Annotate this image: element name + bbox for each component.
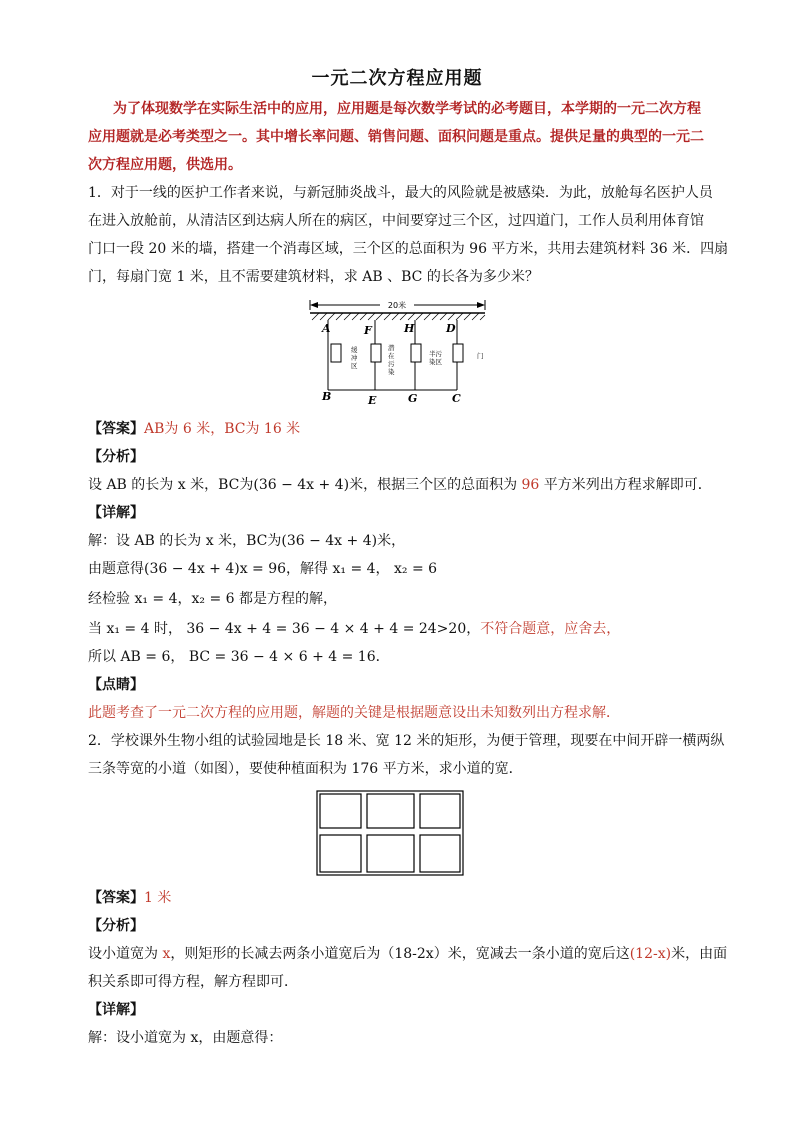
q2-analysis-line-1: 设小道宽为 x，则矩形的长减去两条小道宽后为（18-2x）米，宽减去一条小道的宽后这(12-x)米，由面	[88, 946, 728, 962]
zone-semi-label-2: 染区	[429, 358, 442, 366]
intro-line-1: 为了体现数学在实际生活中的应用，应用题是每次数学考试的必考题目，本学期的一元二次方程	[113, 101, 701, 117]
q1-comment-text: 此题考查了一元二次方程的应用题，解题的关键是根据题意设出未知数列出方程求解．	[88, 705, 620, 721]
zone-contam-label-2: 在	[388, 352, 395, 360]
zone-clean-label-3: 区	[351, 362, 358, 370]
point-a-label: A	[322, 322, 331, 335]
point-h-label: H	[404, 322, 415, 335]
q1-detail-line-2: 由题意得(36 − 4x + 4)x = 96，解得 x₁ = 4， x₂ = 6	[88, 561, 438, 577]
zone-contam-label-1: 潜	[388, 344, 395, 352]
q1-detail-line-3: 经检验 x₁ = 4，x₂ = 6 都是方程的解，	[88, 591, 337, 607]
garden-paths-diagram	[316, 790, 464, 876]
q1-text-line-2: 在进入放舱前，从清洁区到达病人所在的病区，中间要穿过三个区，过四道门，工作人员利用体育馆	[88, 213, 704, 229]
q1-detail-line-5: 所以 AB = 6， BC = 36 − 4 × 6 + 4 = 16．	[88, 649, 390, 665]
zone-contam-label-3: 污	[388, 360, 395, 368]
door-label: 门	[477, 352, 484, 360]
zone-semi-label-1: 半污	[429, 350, 442, 358]
point-c-label: C	[452, 392, 461, 405]
q2-text-line-1: 2．学校课外生物小组的试验园地是长 18 米、宽 12 米的矩形，为便于管理，现要在中间开辟一横两纵	[88, 733, 725, 749]
q1-detail-line-4: 当 x₁ = 4 时， 36 − 4x + 4 = 36 − 4 × 4 + 4 = 24>20，不符合题意，应舍去，	[88, 621, 621, 637]
q1-detail-line-1: 解：设 AB 的长为 x 米，BC为(36 − 4x + 4)米，	[88, 533, 406, 549]
zone-contam-label-4: 染	[388, 368, 395, 376]
disinfection-area-diagram	[300, 296, 500, 408]
point-e-label: E	[368, 394, 377, 407]
zone-clean-label-2: 冲	[351, 354, 358, 362]
q1-text-line-4: 门，每扇门宽 1 米，且不需要建筑材料，求 AB 、BC 的长各为多少米？	[88, 269, 539, 285]
q2-analysis-tag: 【分析】	[88, 918, 144, 934]
q1-analysis-tag: 【分析】	[88, 449, 144, 465]
intro-line-2: 应用题就是必考类型之一。其中增长率问题、销售问题、面积问题是重点。提供足量的典型的一元二	[88, 129, 704, 145]
intro-line-3: 次方程应用题，供选用。	[88, 157, 242, 173]
q1-detail-tag: 【详解】	[88, 505, 144, 521]
point-d-label: D	[446, 322, 456, 335]
q1-text-line-3: 门口一段 20 米的墙，搭建一个消毒区域，三个区的总面积为 96 平方米，共用去建筑材料 36 米．四扇	[88, 241, 729, 257]
q1-analysis-text: 设 AB 的长为 x 米，BC为(36 − 4x + 4)米，根据三个区的总面积为 96 平方米列出方程求解即可．	[88, 477, 712, 493]
q2-analysis-line-2: 积关系即可得方程，解方程即可．	[88, 974, 298, 990]
q2-text-line-2: 三条等宽的小道（如图），要使种植面积为 176 平方米，求小道的宽．	[88, 761, 523, 777]
q2-answer: 【答案】1 米	[88, 890, 172, 906]
page-title: 一元二次方程应用题	[311, 68, 483, 89]
q1-answer: 【答案】AB为 6 米，BC为 16 米	[88, 421, 301, 437]
q1-text-line-1: 1．对于一线的医护工作者来说，与新冠肺炎战斗，最大的风险就是被感染．为此，放舱每名医护人员	[88, 185, 713, 201]
q1-comment-tag: 【点睛】	[88, 677, 144, 693]
width-label: 20米	[387, 301, 407, 310]
point-f-label: F	[364, 324, 372, 337]
point-b-label: B	[322, 390, 332, 403]
wall-hatching	[312, 313, 485, 320]
q2-detail-tag: 【详解】	[88, 1002, 144, 1018]
zone-clean-label-1: 缓	[351, 346, 358, 354]
point-g-label: G	[408, 392, 418, 405]
q2-detail-line-1: 解：设小道宽为 x，由题意得：	[88, 1030, 283, 1046]
